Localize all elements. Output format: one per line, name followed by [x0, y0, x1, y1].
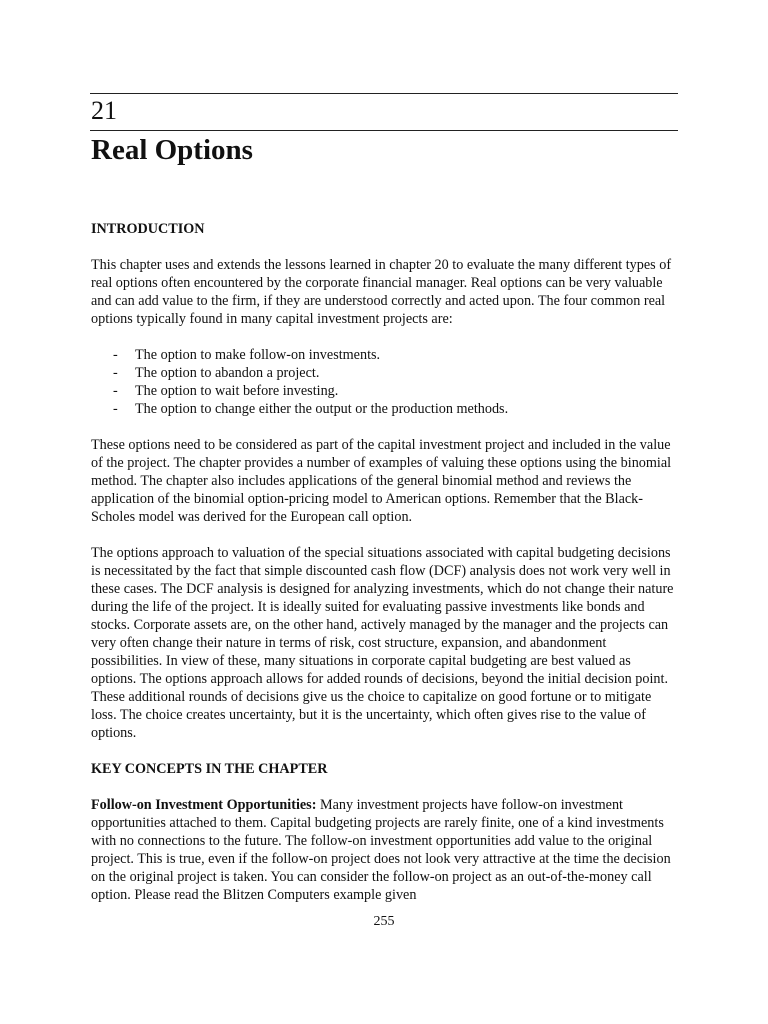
chapter-number: 21 — [91, 96, 117, 125]
intro-paragraph-3: The options approach to valuation of the special situations associated with capital budgeting decisions is necessitated by the fact that simple discounted cash flow (DCF) analysis does not work very well in these cases. The DCF analysis is designed for analyzing investments, which do not change their nature during the life of the project. It is ideally suited for evaluating passive investments like bonds and stocks. Corporate assets are, on the other hand, actively managed by the manager and the projects can very often change their nature in terms of risk, cost structure, expansion, and abandonment possibilities. In view of these, many situations in corporate capital budgeting are best valued as options. The options approach allows for added rounds of decisions, beyond the initial decision point. These additional rounds of decisions give us the choice to capitalize on good fortune or to mitigate loss. The choice creates uncertainty, but it is the uncertainty, which often gives rise to the value of options. — [91, 545, 674, 741]
list-item — [91, 346, 675, 364]
list-marker: - — [113, 383, 118, 399]
page-number: 255 — [373, 914, 395, 929]
list-item — [91, 400, 675, 418]
list-item-text: The option to make follow-on investments. — [135, 347, 381, 363]
real-options-list — [91, 346, 675, 418]
list-item-text: The option to change either the output or the production methods. — [135, 401, 509, 417]
title-rule — [90, 130, 678, 131]
key-concepts-heading: KEY CONCEPTS IN THE CHAPTER — [91, 761, 328, 777]
follow-on-text: Many investment projects have follow-on investment opportunities attached to them. Capital budgeting projects are rarely finite, one of a kind investments with no connections to the future. The follow-on investment opportunities add value to the original project. This is true, even if the follow-on project does not look very attractive at the time the decision on the original project is taken. You can consider the follow-on project as an out-of-the-money call option. Please read the Blitzen Computers example given — [91, 797, 671, 903]
chapter-title: Real Options — [91, 134, 253, 166]
list-item-text: The option to abandon a project. — [135, 365, 320, 381]
follow-on-label: Follow-on Investment Opportunities: — [91, 797, 317, 813]
top-rule — [90, 93, 678, 94]
intro-paragraph-1: This chapter uses and extends the lessons learned in chapter 20 to evaluate the many different types of real options often encountered by the corporate financial manager. Real options can be very valuable and can add value to the firm, if they are understood correctly and acted upon. The four common real options typically found in many capital investment projects are: — [91, 257, 672, 327]
intro-paragraph-2: These options need to be considered as part of the capital investment project and included in the value of the project. The chapter provides a number of examples of valuing these options using the binomial method. The chapter also includes applications of the general binomial method and reviews the application of the binomial option-pricing model to American options. Remember that the Black-Scholes model was derived for the European call option. — [91, 437, 672, 525]
chapter-body — [91, 220, 675, 922]
introduction-heading: INTRODUCTION — [91, 221, 205, 237]
list-item-text: The option to wait before investing. — [135, 383, 339, 399]
list-marker: - — [113, 401, 118, 417]
list-marker: - — [113, 347, 118, 363]
list-marker: - — [113, 365, 118, 381]
list-item — [91, 382, 675, 400]
follow-on-paragraph — [91, 796, 675, 904]
list-item — [91, 364, 675, 382]
